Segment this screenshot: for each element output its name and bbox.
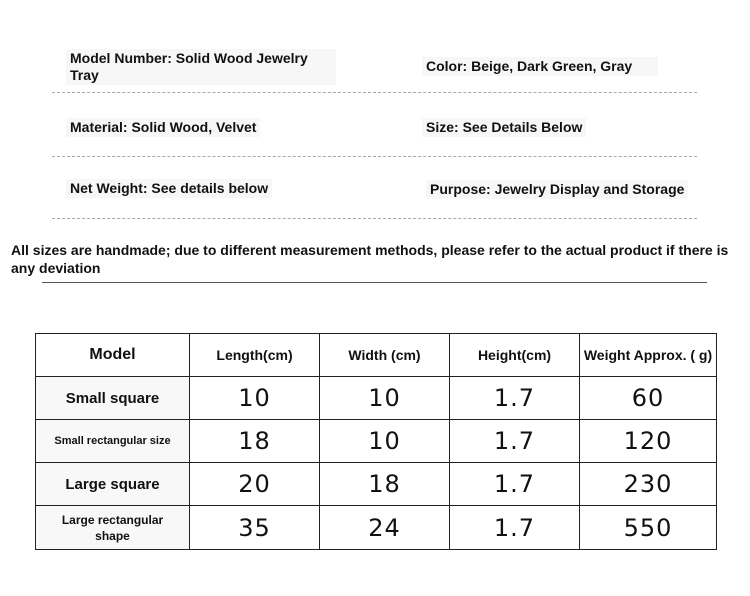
- table-header-row: [36, 334, 717, 377]
- row-height: 1.7: [450, 420, 580, 463]
- header-height: Height(cm): [450, 334, 580, 377]
- row-weight: 60: [580, 377, 717, 420]
- size-table: [35, 333, 717, 550]
- table-row: [36, 420, 717, 463]
- header-length: Length(cm): [190, 334, 320, 377]
- table-row: [36, 463, 717, 506]
- row-length: 20: [190, 463, 320, 506]
- spec-color: Color: Beige, Dark Green, Gray: [422, 57, 658, 76]
- row-width: 10: [320, 377, 450, 420]
- row-weight: 120: [580, 420, 717, 463]
- header-width: Width (cm): [320, 334, 450, 377]
- table-row: [36, 377, 717, 420]
- row-length: 10: [190, 377, 320, 420]
- row-length: 18: [190, 420, 320, 463]
- spec-net-weight: Net Weight: See details below: [66, 179, 272, 198]
- header-model: Model: [36, 334, 190, 377]
- row-length: 35: [190, 506, 320, 550]
- spec-purpose: Purpose: Jewelry Display and Storage: [426, 180, 688, 199]
- row-model: Large rectangular shape: [36, 506, 190, 550]
- spec-size: Size: See Details Below: [422, 118, 586, 137]
- row-weight: 230: [580, 463, 717, 506]
- row-width: 18: [320, 463, 450, 506]
- row-weight: 550: [580, 506, 717, 550]
- notice-rule: [42, 282, 707, 283]
- divider: [52, 156, 697, 157]
- row-model: Small rectangular size: [36, 420, 190, 463]
- row-height: 1.7: [450, 377, 580, 420]
- row-width: 24: [320, 506, 450, 550]
- divider: [52, 92, 697, 93]
- spec-model-number: Model Number: Solid Wood Jewelry Tray: [66, 49, 336, 85]
- header-weight: Weight Approx. ( g): [580, 334, 717, 377]
- spec-material: Material: Solid Wood, Velvet: [66, 118, 260, 137]
- row-model: Large square: [36, 463, 190, 506]
- row-height: 1.7: [450, 463, 580, 506]
- row-width: 10: [320, 420, 450, 463]
- row-model: Small square: [36, 377, 190, 420]
- size-notice: All sizes are handmade; due to different measurement methods, please refer to the actual product if there is any deviation: [11, 242, 729, 276]
- table-row: [36, 506, 717, 550]
- divider: [52, 218, 697, 219]
- row-height: 1.7: [450, 506, 580, 550]
